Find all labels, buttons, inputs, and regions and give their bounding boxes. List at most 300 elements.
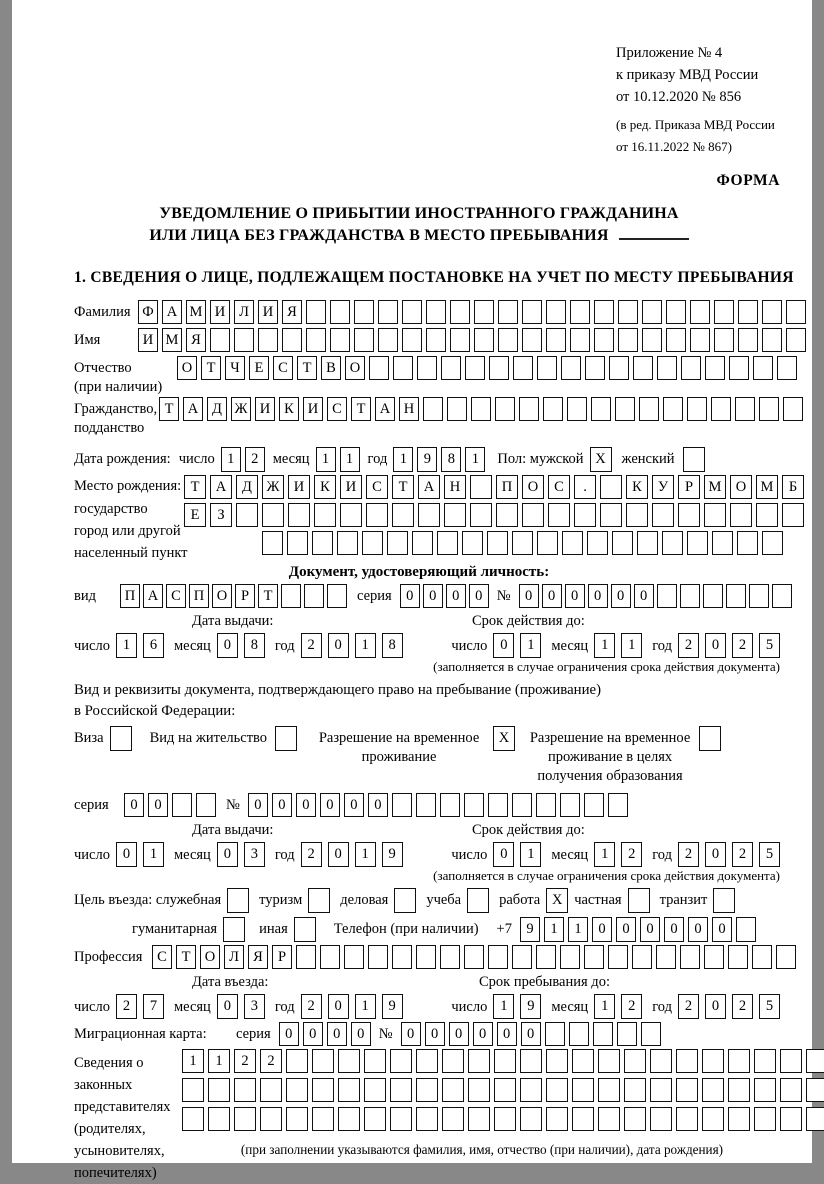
char-box-filled[interactable]: И: [210, 300, 230, 324]
char-box-filled[interactable]: 9: [520, 994, 541, 1019]
char-box-empty[interactable]: [236, 503, 258, 527]
char-box-empty[interactable]: [416, 1107, 438, 1131]
char-box-empty[interactable]: [608, 793, 628, 817]
char-box-empty[interactable]: [387, 531, 408, 555]
char-box-empty[interactable]: [711, 397, 731, 421]
char-box-empty[interactable]: [519, 397, 539, 421]
char-box-empty[interactable]: [390, 1049, 412, 1073]
char-box-empty[interactable]: [546, 300, 566, 324]
char-box-filled[interactable]: 0: [705, 842, 726, 867]
char-box-empty[interactable]: [608, 945, 628, 969]
char-box-filled[interactable]: Я: [186, 328, 206, 352]
char-box-empty[interactable]: [713, 888, 735, 913]
char-box-empty[interactable]: [705, 356, 725, 380]
char-box-empty[interactable]: [690, 300, 710, 324]
char-box-empty[interactable]: [738, 300, 758, 324]
char-box-empty[interactable]: [450, 328, 470, 352]
char-box-empty[interactable]: [777, 356, 797, 380]
char-box-filled[interactable]: С: [366, 475, 388, 499]
char-box-filled[interactable]: 0: [327, 1022, 347, 1046]
char-box-empty[interactable]: [704, 503, 726, 527]
char-box-empty[interactable]: [546, 1078, 568, 1102]
char-box-empty[interactable]: [702, 1107, 724, 1131]
char-box-filled[interactable]: 1: [544, 917, 564, 942]
char-box-empty[interactable]: [378, 300, 398, 324]
char-box-empty[interactable]: [728, 1078, 750, 1102]
char-box-empty[interactable]: [494, 1078, 516, 1102]
char-box-filled[interactable]: 0: [423, 584, 443, 608]
char-box-filled[interactable]: А: [162, 300, 182, 324]
char-box-filled[interactable]: 0: [272, 793, 292, 817]
char-box-empty[interactable]: [749, 584, 769, 608]
char-box-empty[interactable]: [330, 328, 350, 352]
char-box-empty[interactable]: [327, 584, 347, 608]
char-box-filled[interactable]: 5: [759, 633, 780, 658]
char-box-empty[interactable]: [683, 447, 705, 472]
char-box-empty[interactable]: [520, 1107, 542, 1131]
char-box-filled[interactable]: О: [730, 475, 752, 499]
char-box-filled[interactable]: 0: [611, 584, 631, 608]
char-box-empty[interactable]: [416, 793, 436, 817]
char-box-empty[interactable]: [208, 1107, 230, 1131]
char-box-empty[interactable]: [680, 584, 700, 608]
char-box-empty[interactable]: [513, 356, 533, 380]
char-box-empty[interactable]: [312, 1049, 334, 1073]
char-box-empty[interactable]: [562, 531, 583, 555]
char-box-filled[interactable]: И: [288, 475, 310, 499]
char-box-filled[interactable]: 0: [497, 1022, 517, 1046]
char-box-empty[interactable]: [234, 1107, 256, 1131]
char-box-filled[interactable]: 0: [320, 793, 340, 817]
char-box-filled[interactable]: 0: [519, 584, 539, 608]
char-box-empty[interactable]: [676, 1107, 698, 1131]
char-box-filled[interactable]: О: [345, 356, 365, 380]
char-box-empty[interactable]: [680, 945, 700, 969]
char-box-empty[interactable]: [467, 888, 489, 913]
char-box-filled[interactable]: И: [255, 397, 275, 421]
char-box-empty[interactable]: [618, 300, 638, 324]
char-box-filled[interactable]: 0: [217, 842, 238, 867]
char-box-filled[interactable]: 1: [520, 842, 541, 867]
char-box-filled[interactable]: 2: [621, 842, 642, 867]
char-box-filled[interactable]: 2: [732, 994, 753, 1019]
char-box-empty[interactable]: [488, 945, 508, 969]
char-box-filled[interactable]: Е: [184, 503, 206, 527]
char-box-empty[interactable]: [338, 1049, 360, 1073]
char-box-empty[interactable]: [728, 945, 748, 969]
char-box-filled[interactable]: 2: [234, 1049, 256, 1073]
char-box-filled[interactable]: 0: [425, 1022, 445, 1046]
char-box-empty[interactable]: [591, 397, 611, 421]
char-box-empty[interactable]: [474, 328, 494, 352]
char-box-filled[interactable]: 0: [328, 842, 349, 867]
char-box-empty[interactable]: [703, 584, 723, 608]
char-box-empty[interactable]: [416, 1078, 438, 1102]
char-box-filled[interactable]: 0: [588, 584, 608, 608]
char-box-empty[interactable]: [418, 503, 440, 527]
char-box-empty[interactable]: [714, 300, 734, 324]
char-box-empty[interactable]: [354, 300, 374, 324]
char-box-empty[interactable]: [402, 328, 422, 352]
char-box-empty[interactable]: [487, 531, 508, 555]
char-box-empty[interactable]: [390, 1078, 412, 1102]
char-box-empty[interactable]: [489, 356, 509, 380]
char-box-empty[interactable]: [182, 1078, 204, 1102]
char-box-empty[interactable]: [637, 531, 658, 555]
char-box-empty[interactable]: [536, 945, 556, 969]
char-box-empty[interactable]: [546, 1107, 568, 1131]
char-box-filled[interactable]: X: [493, 726, 515, 751]
char-box-filled[interactable]: Р: [235, 584, 255, 608]
char-box-filled[interactable]: 0: [664, 917, 684, 942]
char-box-filled[interactable]: О: [177, 356, 197, 380]
char-box-empty[interactable]: [364, 1078, 386, 1102]
char-box-empty[interactable]: [275, 726, 297, 751]
char-box-filled[interactable]: 0: [368, 793, 388, 817]
char-box-empty[interactable]: [617, 1022, 637, 1046]
char-box-empty[interactable]: [520, 1078, 542, 1102]
char-box-filled[interactable]: 7: [143, 994, 164, 1019]
char-box-filled[interactable]: X: [590, 447, 612, 472]
char-box-filled[interactable]: 2: [678, 633, 699, 658]
char-box-filled[interactable]: 0: [217, 994, 238, 1019]
char-box-filled[interactable]: С: [548, 475, 570, 499]
char-box-filled[interactable]: Т: [297, 356, 317, 380]
char-box-empty[interactable]: [262, 531, 283, 555]
char-box-empty[interactable]: [464, 945, 484, 969]
char-box-empty[interactable]: [657, 584, 677, 608]
char-box-empty[interactable]: [546, 328, 566, 352]
char-box-empty[interactable]: [626, 503, 648, 527]
char-box-filled[interactable]: 9: [382, 842, 403, 867]
char-box-empty[interactable]: [281, 584, 301, 608]
char-box-filled[interactable]: П: [120, 584, 140, 608]
char-box-empty[interactable]: [641, 1022, 661, 1046]
char-box-filled[interactable]: 0: [592, 917, 612, 942]
char-box-empty[interactable]: [468, 1078, 490, 1102]
char-box-empty[interactable]: [759, 397, 779, 421]
char-box-empty[interactable]: [587, 531, 608, 555]
char-box-filled[interactable]: 8: [382, 633, 403, 658]
char-box-empty[interactable]: [338, 1078, 360, 1102]
char-box-filled[interactable]: 1: [465, 447, 485, 472]
char-box-empty[interactable]: [712, 531, 733, 555]
char-box-filled[interactable]: К: [314, 475, 336, 499]
char-box-empty[interactable]: [752, 945, 772, 969]
char-box-filled[interactable]: К: [279, 397, 299, 421]
char-box-filled[interactable]: 0: [493, 842, 514, 867]
char-box-empty[interactable]: [512, 945, 532, 969]
char-box-empty[interactable]: [286, 1049, 308, 1073]
char-box-empty[interactable]: [287, 531, 308, 555]
char-box-empty[interactable]: [783, 397, 803, 421]
char-box-empty[interactable]: [754, 1049, 776, 1073]
char-box-empty[interactable]: [600, 475, 622, 499]
char-box-filled[interactable]: Т: [392, 475, 414, 499]
char-box-filled[interactable]: 0: [616, 917, 636, 942]
char-box-filled[interactable]: Т: [351, 397, 371, 421]
char-box-filled[interactable]: Ж: [231, 397, 251, 421]
char-box-empty[interactable]: [488, 793, 508, 817]
char-box-filled[interactable]: 2: [621, 994, 642, 1019]
char-box-filled[interactable]: 1: [208, 1049, 230, 1073]
char-box-empty[interactable]: [512, 531, 533, 555]
char-box-empty[interactable]: [210, 328, 230, 352]
char-box-filled[interactable]: 0: [469, 584, 489, 608]
char-box-empty[interactable]: [537, 531, 558, 555]
char-box-empty[interactable]: [522, 503, 544, 527]
char-box-empty[interactable]: [729, 356, 749, 380]
char-box-empty[interactable]: [471, 397, 491, 421]
char-box-empty[interactable]: [612, 531, 633, 555]
char-box-filled[interactable]: Я: [248, 945, 268, 969]
char-box-filled[interactable]: 1: [182, 1049, 204, 1073]
char-box-empty[interactable]: [574, 503, 596, 527]
char-box-empty[interactable]: [736, 917, 756, 942]
char-box-filled[interactable]: .: [574, 475, 596, 499]
char-box-filled[interactable]: В: [321, 356, 341, 380]
char-box-empty[interactable]: [652, 503, 674, 527]
char-box-filled[interactable]: 1: [143, 842, 164, 867]
char-box-filled[interactable]: А: [210, 475, 232, 499]
char-box-empty[interactable]: [442, 1049, 464, 1073]
char-box-empty[interactable]: [780, 1078, 802, 1102]
char-box-filled[interactable]: А: [375, 397, 395, 421]
char-box-filled[interactable]: Б: [782, 475, 804, 499]
char-box-empty[interactable]: [546, 1049, 568, 1073]
char-box-filled[interactable]: Т: [159, 397, 179, 421]
char-box-empty[interactable]: [786, 300, 806, 324]
char-box-empty[interactable]: [594, 300, 614, 324]
char-box-filled[interactable]: 1: [594, 633, 615, 658]
char-box-filled[interactable]: Ч: [225, 356, 245, 380]
char-box-empty[interactable]: [312, 1078, 334, 1102]
char-box-filled[interactable]: 2: [732, 842, 753, 867]
char-box-empty[interactable]: [666, 300, 686, 324]
char-box-empty[interactable]: [780, 1049, 802, 1073]
char-box-filled[interactable]: А: [418, 475, 440, 499]
char-box-empty[interactable]: [426, 328, 446, 352]
char-box-empty[interactable]: [392, 945, 412, 969]
char-box-filled[interactable]: 0: [521, 1022, 541, 1046]
char-box-empty[interactable]: [260, 1107, 282, 1131]
char-box-empty[interactable]: [520, 1049, 542, 1073]
char-box-empty[interactable]: [615, 397, 635, 421]
char-box-empty[interactable]: [423, 397, 443, 421]
char-box-empty[interactable]: [426, 300, 446, 324]
char-box-filled[interactable]: М: [162, 328, 182, 352]
char-box-empty[interactable]: [662, 531, 683, 555]
char-box-empty[interactable]: [314, 503, 336, 527]
char-box-empty[interactable]: [320, 945, 340, 969]
char-box-empty[interactable]: [624, 1078, 646, 1102]
char-box-empty[interactable]: [762, 300, 782, 324]
char-box-filled[interactable]: Д: [236, 475, 258, 499]
char-box-filled[interactable]: 8: [244, 633, 265, 658]
char-box-filled[interactable]: 1: [568, 917, 588, 942]
char-box-filled[interactable]: Ф: [138, 300, 158, 324]
char-box-empty[interactable]: [494, 1107, 516, 1131]
char-box-empty[interactable]: [416, 1049, 438, 1073]
char-box-empty[interactable]: [441, 356, 461, 380]
char-box-filled[interactable]: 2: [678, 994, 699, 1019]
char-box-filled[interactable]: 6: [143, 633, 164, 658]
char-box-filled[interactable]: 0: [124, 793, 144, 817]
char-box-empty[interactable]: [548, 503, 570, 527]
char-box-filled[interactable]: Л: [224, 945, 244, 969]
char-box-empty[interactable]: [639, 397, 659, 421]
char-box-filled[interactable]: 0: [705, 633, 726, 658]
char-box-filled[interactable]: Р: [678, 475, 700, 499]
char-box-filled[interactable]: Т: [184, 475, 206, 499]
char-box-empty[interactable]: [726, 584, 746, 608]
char-box-empty[interactable]: [494, 1049, 516, 1073]
char-box-empty[interactable]: [390, 1107, 412, 1131]
char-box-empty[interactable]: [699, 726, 721, 751]
char-box-filled[interactable]: Т: [258, 584, 278, 608]
char-box-empty[interactable]: [378, 328, 398, 352]
char-box-empty[interactable]: [628, 888, 650, 913]
char-box-empty[interactable]: [392, 503, 414, 527]
char-box-filled[interactable]: 1: [621, 633, 642, 658]
char-box-empty[interactable]: [440, 945, 460, 969]
char-box-filled[interactable]: 0: [328, 633, 349, 658]
char-box-empty[interactable]: [632, 945, 652, 969]
char-box-empty[interactable]: [762, 328, 782, 352]
char-box-empty[interactable]: [496, 503, 518, 527]
char-box-empty[interactable]: [537, 356, 557, 380]
char-box-empty[interactable]: [512, 793, 532, 817]
char-box-filled[interactable]: 0: [328, 994, 349, 1019]
char-box-empty[interactable]: [110, 726, 132, 751]
char-box-empty[interactable]: [754, 1078, 776, 1102]
char-box-empty[interactable]: [738, 328, 758, 352]
char-box-empty[interactable]: [362, 531, 383, 555]
char-box-empty[interactable]: [650, 1049, 672, 1073]
char-box-filled[interactable]: 0: [449, 1022, 469, 1046]
char-box-empty[interactable]: [806, 1078, 824, 1102]
char-box-filled[interactable]: 1: [355, 994, 376, 1019]
char-box-empty[interactable]: [495, 397, 515, 421]
char-box-empty[interactable]: [444, 503, 466, 527]
char-box-empty[interactable]: [442, 1107, 464, 1131]
char-box-empty[interactable]: [262, 503, 284, 527]
char-box-empty[interactable]: [442, 1078, 464, 1102]
char-box-empty[interactable]: [234, 1078, 256, 1102]
char-box-empty[interactable]: [560, 793, 580, 817]
char-box-empty[interactable]: [618, 328, 638, 352]
char-box-empty[interactable]: [584, 945, 604, 969]
char-box-empty[interactable]: [474, 300, 494, 324]
char-box-empty[interactable]: [714, 328, 734, 352]
char-box-filled[interactable]: 0: [640, 917, 660, 942]
char-box-empty[interactable]: [223, 917, 245, 942]
char-box-empty[interactable]: [294, 917, 316, 942]
char-box-filled[interactable]: 9: [520, 917, 540, 942]
char-box-empty[interactable]: [417, 356, 437, 380]
char-box-empty[interactable]: [416, 945, 436, 969]
char-box-empty[interactable]: [227, 888, 249, 913]
char-box-filled[interactable]: А: [183, 397, 203, 421]
char-box-filled[interactable]: 5: [759, 994, 780, 1019]
char-box-filled[interactable]: К: [626, 475, 648, 499]
char-box-filled[interactable]: 0: [542, 584, 562, 608]
char-box-empty[interactable]: [196, 793, 216, 817]
char-box-filled[interactable]: 1: [594, 842, 615, 867]
char-box-empty[interactable]: [806, 1049, 824, 1073]
char-box-filled[interactable]: И: [138, 328, 158, 352]
char-box-filled[interactable]: 2: [732, 633, 753, 658]
char-box-filled[interactable]: 0: [303, 1022, 323, 1046]
char-box-empty[interactable]: [806, 1107, 824, 1131]
char-box-filled[interactable]: И: [340, 475, 362, 499]
char-box-empty[interactable]: [412, 531, 433, 555]
char-box-filled[interactable]: 0: [148, 793, 168, 817]
char-box-filled[interactable]: 2: [116, 994, 137, 1019]
char-box-empty[interactable]: [728, 1049, 750, 1073]
char-box-empty[interactable]: [754, 1107, 776, 1131]
char-box-empty[interactable]: [567, 397, 587, 421]
char-box-empty[interactable]: [593, 1022, 613, 1046]
char-box-empty[interactable]: [572, 1107, 594, 1131]
char-box-filled[interactable]: С: [152, 945, 172, 969]
char-box-filled[interactable]: 2: [245, 447, 265, 472]
char-box-empty[interactable]: [569, 1022, 589, 1046]
char-box-empty[interactable]: [585, 356, 605, 380]
char-box-empty[interactable]: [780, 1107, 802, 1131]
char-box-filled[interactable]: О: [200, 945, 220, 969]
char-box-empty[interactable]: [470, 475, 492, 499]
char-box-empty[interactable]: [666, 328, 686, 352]
char-box-empty[interactable]: [286, 1078, 308, 1102]
char-box-empty[interactable]: [172, 793, 192, 817]
char-box-empty[interactable]: [234, 328, 254, 352]
char-box-empty[interactable]: [656, 945, 676, 969]
char-box-empty[interactable]: [702, 1078, 724, 1102]
char-box-filled[interactable]: 0: [296, 793, 316, 817]
char-box-filled[interactable]: 0: [116, 842, 137, 867]
char-box-filled[interactable]: X: [546, 888, 568, 913]
char-box-filled[interactable]: О: [212, 584, 232, 608]
char-box-filled[interactable]: Н: [444, 475, 466, 499]
char-box-filled[interactable]: 0: [217, 633, 238, 658]
char-box-empty[interactable]: [776, 945, 796, 969]
char-box-empty[interactable]: [304, 584, 324, 608]
char-box-empty[interactable]: [594, 328, 614, 352]
char-box-empty[interactable]: [447, 397, 467, 421]
char-box-filled[interactable]: 0: [473, 1022, 493, 1046]
char-box-empty[interactable]: [786, 328, 806, 352]
char-box-empty[interactable]: [258, 328, 278, 352]
char-box-empty[interactable]: [543, 397, 563, 421]
char-box-filled[interactable]: Ж: [262, 475, 284, 499]
char-box-empty[interactable]: [676, 1049, 698, 1073]
char-box-empty[interactable]: [702, 1049, 724, 1073]
char-box-empty[interactable]: [756, 503, 778, 527]
char-box-filled[interactable]: 0: [688, 917, 708, 942]
char-box-empty[interactable]: [402, 300, 422, 324]
char-box-filled[interactable]: О: [522, 475, 544, 499]
char-box-filled[interactable]: 0: [401, 1022, 421, 1046]
char-box-empty[interactable]: [440, 793, 460, 817]
char-box-empty[interactable]: [470, 503, 492, 527]
char-box-empty[interactable]: [762, 531, 783, 555]
char-box-empty[interactable]: [650, 1107, 672, 1131]
char-box-filled[interactable]: Я: [282, 300, 302, 324]
char-box-empty[interactable]: [308, 888, 330, 913]
char-box-filled[interactable]: 2: [301, 994, 322, 1019]
char-box-filled[interactable]: 0: [279, 1022, 299, 1046]
